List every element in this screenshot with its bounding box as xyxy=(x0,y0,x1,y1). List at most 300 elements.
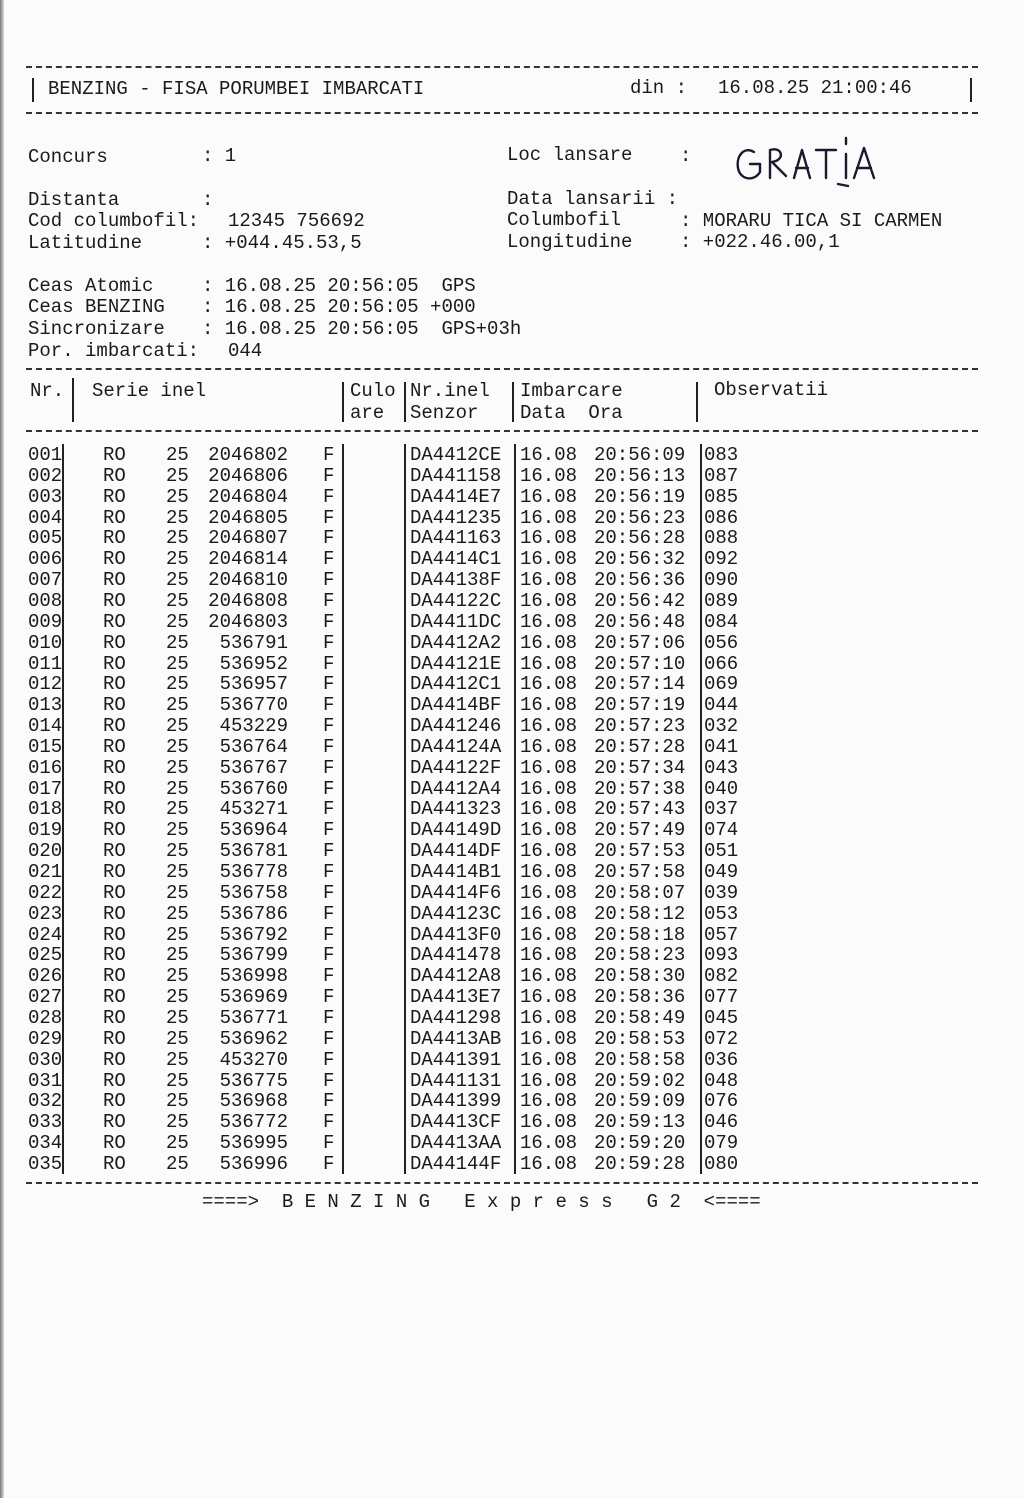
observatii-value: 085 xyxy=(704,485,739,508)
observatii-value: 045 xyxy=(704,1006,739,1029)
ring-year: 25 xyxy=(166,777,189,800)
observatii-value: 088 xyxy=(704,527,739,550)
sensor-id: DA44123C xyxy=(410,902,502,925)
row-number: 034 xyxy=(28,1132,63,1155)
columbofil-value: : MORARU TICA SI CARMEN xyxy=(680,210,943,232)
ring-number: 536781 xyxy=(219,840,288,863)
ring-number: 536952 xyxy=(219,652,288,675)
latitudine-value: : +044.45.53,5 xyxy=(202,232,362,254)
ring-number: 2046805 xyxy=(208,506,288,529)
table-row xyxy=(26,446,978,467)
imbarcare-time: 20:57:28 xyxy=(594,735,686,758)
imbarcare-date: 16.08 xyxy=(520,861,578,883)
table-row xyxy=(26,464,978,488)
imbarcare-time: 20:56:42 xyxy=(594,589,686,612)
pigeon-sex: F xyxy=(323,652,335,675)
observatii-value: 089 xyxy=(704,589,739,612)
observatii-value: 086 xyxy=(704,506,739,529)
ring-year: 25 xyxy=(166,1006,189,1029)
table-row xyxy=(26,988,978,1009)
ring-number: 536964 xyxy=(219,819,288,842)
pigeon-sex: F xyxy=(323,1027,335,1050)
col-header-imbarcare: Imbarcare xyxy=(520,380,623,402)
sensor-id: DA441235 xyxy=(410,506,502,529)
ring-number: 536764 xyxy=(219,735,288,758)
header-bottom-rule xyxy=(26,112,978,114)
table-row xyxy=(26,863,978,884)
ring-year: 25 xyxy=(166,444,189,466)
ring-year: 25 xyxy=(166,861,189,883)
pigeon-sex: F xyxy=(323,840,335,863)
sensor-id: DA4412C1 xyxy=(410,673,502,696)
row-number: 001 xyxy=(28,444,63,466)
pigeon-sex: F xyxy=(323,965,335,988)
observatii-value: 036 xyxy=(704,1048,739,1071)
imbarcare-date: 16.08 xyxy=(520,819,578,842)
pigeon-sex: F xyxy=(323,944,335,967)
ring-year: 25 xyxy=(166,819,189,842)
ring-country: RO xyxy=(103,631,126,654)
ring-country: RO xyxy=(103,694,126,717)
observatii-value: 032 xyxy=(704,715,739,738)
table-row xyxy=(26,1113,978,1134)
ring-number: 453229 xyxy=(219,715,288,738)
table-row xyxy=(26,800,978,821)
pigeon-sex: F xyxy=(323,1111,335,1134)
imbarcare-date: 16.08 xyxy=(520,1090,578,1113)
row-number: 021 xyxy=(28,861,63,883)
observatii-value: 040 xyxy=(704,777,739,800)
observatii-value: 083 xyxy=(704,444,739,466)
sensor-id: DA44144F xyxy=(410,1152,502,1175)
imbarcare-time: 20:58:49 xyxy=(594,1006,686,1029)
observatii-value: 084 xyxy=(704,610,739,633)
imbarcare-date: 16.08 xyxy=(520,569,578,592)
sensor-id: DA441399 xyxy=(410,1090,502,1113)
table-row xyxy=(26,717,978,738)
sensor-id: DA4414E7 xyxy=(410,485,502,508)
imbarcare-date: 16.08 xyxy=(520,1048,578,1071)
col-header-senzor: Senzor xyxy=(410,402,479,424)
ring-country: RO xyxy=(103,902,126,925)
ring-year: 25 xyxy=(166,631,189,654)
observatii-value: 066 xyxy=(704,652,739,675)
ring-number: 536760 xyxy=(219,777,288,800)
sensor-id: DA441158 xyxy=(410,464,502,487)
sincronizare-value: : 16.08.25 20:56:05 GPS+03h xyxy=(202,318,522,340)
observatii-value: 077 xyxy=(704,986,739,1009)
ring-year: 25 xyxy=(166,715,189,738)
row-number: 012 xyxy=(28,673,63,696)
imbarcare-date: 16.08 xyxy=(520,548,578,571)
sensor-id: DA44124A xyxy=(410,735,502,758)
pigeon-sex: F xyxy=(323,756,335,779)
pigeon-sex: F xyxy=(323,923,335,946)
ring-country: RO xyxy=(103,819,126,842)
ring-number: 2046808 xyxy=(208,589,288,612)
observatii-value: 039 xyxy=(704,881,739,904)
imbarcare-time: 20:58:07 xyxy=(594,881,686,904)
observatii-value: 046 xyxy=(704,1111,739,1134)
imbarcare-time: 20:57:14 xyxy=(594,673,686,696)
imbarcare-date: 16.08 xyxy=(520,902,578,925)
row-number: 017 xyxy=(28,777,63,800)
table-row xyxy=(26,967,978,988)
ring-number: 536775 xyxy=(219,1069,288,1092)
ring-number: 2046802 xyxy=(208,444,288,466)
table-row xyxy=(26,1027,978,1051)
row-number: 003 xyxy=(28,485,63,508)
ring-number: 536962 xyxy=(219,1027,288,1050)
sensor-id: DA4414F6 xyxy=(410,881,502,904)
table-row xyxy=(26,902,978,926)
imbarcare-date: 16.08 xyxy=(520,798,578,821)
imbarcare-time: 20:58:58 xyxy=(594,1048,686,1071)
observatii-value: 069 xyxy=(704,673,739,696)
ring-year: 25 xyxy=(166,923,189,946)
concurs-label: Concurs xyxy=(28,146,108,168)
imbarcare-time: 20:59:13 xyxy=(594,1111,686,1134)
observatii-value: 051 xyxy=(704,840,739,863)
row-number: 014 xyxy=(28,715,63,738)
imbarcare-date: 16.08 xyxy=(520,840,578,863)
ring-country: RO xyxy=(103,944,126,967)
sensor-id: DA4412CE xyxy=(410,444,502,466)
observatii-value: 057 xyxy=(704,923,739,946)
imbarcare-date: 16.08 xyxy=(520,1027,578,1050)
row-number: 004 xyxy=(28,506,63,529)
pigeon-sex: F xyxy=(323,819,335,842)
imbarcare-date: 16.08 xyxy=(520,673,578,696)
ring-number: 536767 xyxy=(219,756,288,779)
ring-country: RO xyxy=(103,652,126,675)
ring-year: 25 xyxy=(166,735,189,758)
observatii-value: 048 xyxy=(704,1069,739,1092)
imbarcare-date: 16.08 xyxy=(520,965,578,988)
table-row xyxy=(26,485,978,509)
ring-number: 2046803 xyxy=(208,610,288,633)
imbarcare-time: 20:58:30 xyxy=(594,965,686,988)
row-number: 024 xyxy=(28,923,63,946)
ring-number: 536998 xyxy=(219,965,288,988)
ring-country: RO xyxy=(103,569,126,592)
table-row xyxy=(26,946,978,967)
pigeon-sex: F xyxy=(323,548,335,571)
row-number: 007 xyxy=(28,569,63,592)
row-number: 028 xyxy=(28,1006,63,1029)
ring-country: RO xyxy=(103,1152,126,1175)
row-number: 032 xyxy=(28,1090,63,1113)
ring-number: 2046806 xyxy=(208,464,288,487)
ring-year: 25 xyxy=(166,1152,189,1175)
col-divider xyxy=(696,382,698,422)
ring-number: 536957 xyxy=(219,673,288,696)
din-label: din : xyxy=(630,77,688,99)
ring-year: 25 xyxy=(166,1069,189,1092)
ring-country: RO xyxy=(103,986,126,1009)
observatii-value: 043 xyxy=(704,756,739,779)
table-row xyxy=(26,550,978,571)
ring-year: 25 xyxy=(166,756,189,779)
imbarcare-time: 20:57:49 xyxy=(594,819,686,842)
row-number: 030 xyxy=(28,1048,63,1071)
table-header-rule xyxy=(26,430,978,432)
ring-year: 25 xyxy=(166,1111,189,1134)
imbarcare-time: 20:57:34 xyxy=(594,756,686,779)
ring-country: RO xyxy=(103,840,126,863)
imbarcare-time: 20:57:06 xyxy=(594,631,686,654)
sensor-id: DA44121E xyxy=(410,652,502,675)
table-row xyxy=(26,652,978,676)
imbarcare-time: 20:56:28 xyxy=(594,527,686,550)
ceas-benzing-label: Ceas BENZING xyxy=(28,296,165,318)
row-number: 016 xyxy=(28,756,63,779)
table-row xyxy=(26,675,978,696)
ring-year: 25 xyxy=(166,652,189,675)
header-left-bar xyxy=(32,78,34,102)
table-row xyxy=(26,842,978,863)
table-row xyxy=(26,1048,978,1072)
imbarcare-time: 20:58:12 xyxy=(594,902,686,925)
imbarcare-date: 16.08 xyxy=(520,777,578,800)
imbarcare-time: 20:56:09 xyxy=(594,444,686,466)
pigeon-sex: F xyxy=(323,1132,335,1155)
pigeon-sex: F xyxy=(323,589,335,612)
ring-country: RO xyxy=(103,798,126,821)
cod-columbofil-label: Cod columbofil: xyxy=(28,210,200,232)
ring-number: 536969 xyxy=(219,986,288,1009)
sensor-id: DA441323 xyxy=(410,798,502,821)
loc-lansare-label: Loc lansare xyxy=(507,144,633,166)
sensor-id: DA441163 xyxy=(410,527,502,550)
col-divider xyxy=(404,382,406,422)
ring-number: 453271 xyxy=(219,798,288,821)
ring-country: RO xyxy=(103,548,126,571)
imbarcare-date: 16.08 xyxy=(520,735,578,758)
imbarcare-time: 20:56:23 xyxy=(594,506,686,529)
ring-country: RO xyxy=(103,485,126,508)
observatii-value: 092 xyxy=(704,548,739,571)
row-number: 022 xyxy=(28,881,63,904)
sensor-id: DA44149D xyxy=(410,819,502,842)
row-number: 035 xyxy=(28,1152,63,1175)
pigeon-sex: F xyxy=(323,506,335,529)
ring-country: RO xyxy=(103,506,126,529)
pigeon-sex: F xyxy=(323,631,335,654)
pigeon-sex: F xyxy=(323,1006,335,1029)
pigeon-sex: F xyxy=(323,902,335,925)
observatii-value: 037 xyxy=(704,798,739,821)
ring-year: 25 xyxy=(166,1132,189,1155)
ring-number: 536771 xyxy=(219,1006,288,1029)
col-header-nrinel: Nr.inel xyxy=(410,380,490,402)
row-number: 018 xyxy=(28,798,63,821)
footer-brand: ====> B E N Z I N G E x p r e s s G 2 <==== xyxy=(202,1191,761,1213)
pigeon-sex: F xyxy=(323,735,335,758)
row-number: 026 xyxy=(28,965,63,988)
imbarcare-date: 16.08 xyxy=(520,756,578,779)
cod-columbofil-value: 12345 756692 xyxy=(228,210,365,232)
pigeon-sex: F xyxy=(323,673,335,696)
din-timestamp: 16.08.25 21:00:46 xyxy=(718,77,912,99)
header-right-bar xyxy=(970,78,972,102)
imbarcare-time: 20:57:38 xyxy=(594,777,686,800)
imbarcare-date: 16.08 xyxy=(520,944,578,967)
ring-country: RO xyxy=(103,756,126,779)
table-row xyxy=(26,735,978,759)
ring-year: 25 xyxy=(166,548,189,571)
ring-number: 536758 xyxy=(219,881,288,904)
imbarcare-date: 16.08 xyxy=(520,1132,578,1155)
table-row xyxy=(26,923,978,947)
observatii-value: 072 xyxy=(704,1027,739,1050)
imbarcare-time: 20:58:53 xyxy=(594,1027,686,1050)
row-number: 002 xyxy=(28,464,63,487)
ring-number: 536778 xyxy=(219,861,288,883)
data-lansarii-label: Data lansarii : xyxy=(507,188,679,210)
row-number: 033 xyxy=(28,1111,63,1134)
imbarcare-time: 20:56:32 xyxy=(594,548,686,571)
sensor-id: DA4414DF xyxy=(410,840,502,863)
table-row xyxy=(26,1092,978,1113)
ring-country: RO xyxy=(103,527,126,550)
sincronizare-label: Sincronizare xyxy=(28,318,165,340)
ring-year: 25 xyxy=(166,902,189,925)
ring-year: 25 xyxy=(166,527,189,550)
ring-number: 536791 xyxy=(219,631,288,654)
imbarcare-date: 16.08 xyxy=(520,1069,578,1092)
ring-year: 25 xyxy=(166,673,189,696)
row-number: 027 xyxy=(28,986,63,1009)
row-number: 013 xyxy=(28,694,63,717)
col-header-serie: Serie inel xyxy=(92,380,207,402)
table-row xyxy=(26,777,978,801)
imbarcare-date: 16.08 xyxy=(520,485,578,508)
ring-year: 25 xyxy=(166,569,189,592)
imbarcare-time: 20:57:58 xyxy=(594,861,686,883)
sensor-id: DA4413CF xyxy=(410,1111,502,1134)
ring-number: 536772 xyxy=(219,1111,288,1134)
ring-number: 536968 xyxy=(219,1090,288,1113)
ring-number: 536792 xyxy=(219,923,288,946)
observatii-value: 080 xyxy=(704,1152,739,1175)
pigeon-sex: F xyxy=(323,1069,335,1092)
document-title: BENZING - FISA PORUMBEI IMBARCATI xyxy=(48,78,425,100)
sensor-id: DA4412A8 xyxy=(410,965,502,988)
table-row xyxy=(26,610,978,634)
ring-country: RO xyxy=(103,444,126,466)
row-number: 008 xyxy=(28,589,63,612)
imbarcare-time: 20:56:36 xyxy=(594,569,686,592)
ring-number: 536996 xyxy=(219,1152,288,1175)
observatii-value: 053 xyxy=(704,902,739,925)
sensor-id: DA441391 xyxy=(410,1048,502,1071)
pigeon-sex: F xyxy=(323,527,335,550)
ring-number: 2046814 xyxy=(208,548,288,571)
pigeon-sex: F xyxy=(323,798,335,821)
col-divider xyxy=(72,378,74,422)
col-header-data-ora: Data Ora xyxy=(520,402,623,424)
observatii-value: 090 xyxy=(704,569,739,592)
ring-year: 25 xyxy=(166,589,189,612)
imbarcare-date: 16.08 xyxy=(520,464,578,487)
row-number: 029 xyxy=(28,1027,63,1050)
row-number: 020 xyxy=(28,840,63,863)
ring-country: RO xyxy=(103,1069,126,1092)
loc-lansare-handwritten xyxy=(734,132,894,192)
observatii-value: 074 xyxy=(704,819,739,842)
sensor-id: DA441246 xyxy=(410,715,502,738)
pigeon-sex: F xyxy=(323,1048,335,1071)
imbarcare-date: 16.08 xyxy=(520,1111,578,1134)
sensor-id: DA4413AA xyxy=(410,1132,502,1155)
pigeon-sex: F xyxy=(323,485,335,508)
sensor-id: DA441131 xyxy=(410,1069,502,1092)
ring-year: 25 xyxy=(166,1027,189,1050)
ring-year: 25 xyxy=(166,881,189,904)
observatii-value: 079 xyxy=(704,1132,739,1155)
imbarcare-time: 20:58:18 xyxy=(594,923,686,946)
ring-country: RO xyxy=(103,715,126,738)
imbarcare-time: 20:56:48 xyxy=(594,610,686,633)
pigeon-sex: F xyxy=(323,464,335,487)
imbarcare-time: 20:57:19 xyxy=(594,694,686,717)
row-number: 023 xyxy=(28,902,63,925)
ring-number: 2046810 xyxy=(208,569,288,592)
col-divider xyxy=(342,382,344,422)
distanta-value: : xyxy=(202,189,214,211)
table-row xyxy=(26,881,978,905)
pigeon-sex: F xyxy=(323,881,335,904)
imbarcare-time: 20:58:23 xyxy=(594,944,686,967)
ring-number: 536799 xyxy=(219,944,288,967)
observatii-value: 093 xyxy=(704,944,739,967)
imbarcare-date: 16.08 xyxy=(520,715,578,738)
ring-country: RO xyxy=(103,464,126,487)
imbarcare-time: 20:57:43 xyxy=(594,798,686,821)
ring-year: 25 xyxy=(166,944,189,967)
col-header-culo: Culo xyxy=(350,380,396,402)
imbarcare-date: 16.08 xyxy=(520,589,578,612)
sensor-id: DA44138F xyxy=(410,569,502,592)
sensor-id: DA4411DC xyxy=(410,610,502,633)
observatii-value: 049 xyxy=(704,861,739,883)
table-row xyxy=(26,1152,978,1176)
sensor-id: DA4413E7 xyxy=(410,986,502,1009)
ring-country: RO xyxy=(103,923,126,946)
ring-country: RO xyxy=(103,1048,126,1071)
imbarcare-time: 20:57:53 xyxy=(594,840,686,863)
header-top-rule xyxy=(26,66,978,68)
distanta-label: Distanta xyxy=(28,189,120,211)
sensor-id: DA441478 xyxy=(410,944,502,967)
sensor-id: DA4412A2 xyxy=(410,631,502,654)
sensor-id: DA4414C1 xyxy=(410,548,502,571)
col-divider xyxy=(512,382,514,422)
ring-year: 25 xyxy=(166,1048,189,1071)
latitudine-label: Latitudine xyxy=(28,232,143,254)
ring-country: RO xyxy=(103,965,126,988)
imbarcare-time: 20:59:20 xyxy=(594,1132,686,1155)
ring-year: 25 xyxy=(166,485,189,508)
ring-year: 25 xyxy=(166,464,189,487)
pigeon-sex: F xyxy=(323,569,335,592)
observatii-value: 041 xyxy=(704,735,739,758)
table-row xyxy=(26,506,978,530)
imbarcare-time: 20:59:28 xyxy=(594,1152,686,1175)
loc-lansare-colon: : xyxy=(680,145,692,167)
ring-country: RO xyxy=(103,777,126,800)
